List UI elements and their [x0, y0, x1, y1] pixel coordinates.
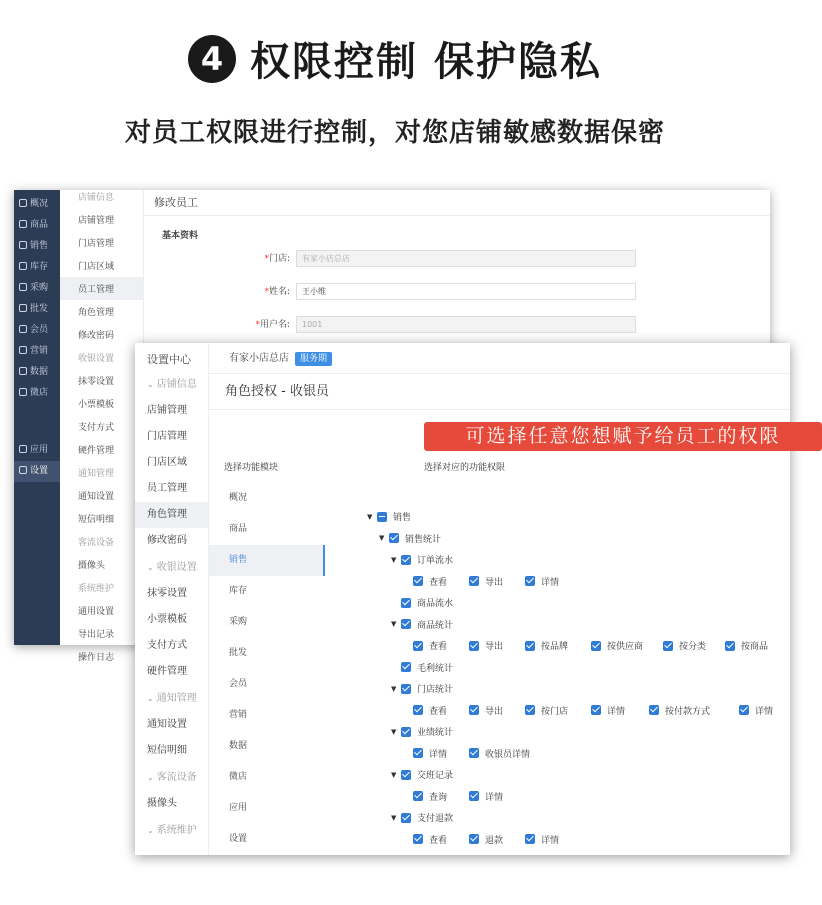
submenu-item[interactable]: 导出记录: [78, 630, 115, 640]
settings-icon: [19, 466, 27, 474]
tree-leaf[interactable]: 详情: [413, 747, 469, 760]
checkbox[interactable]: [413, 834, 423, 844]
checkbox[interactable]: [401, 684, 411, 694]
sidebar-group[interactable]: ⌄ 系统维护: [147, 825, 197, 836]
sidebar-item-overview[interactable]: 概况: [14, 194, 60, 215]
checkbox[interactable]: [389, 533, 399, 543]
submenu-item[interactable]: 摄像头: [78, 561, 106, 571]
sidebar-item[interactable]: 员工管理: [147, 483, 187, 494]
data-icon: [19, 367, 27, 375]
submenu-group: 客流设备: [78, 538, 115, 548]
module-item[interactable]: 营销: [229, 710, 248, 720]
tree-leaves: [367, 786, 790, 808]
overview-icon: [19, 199, 27, 207]
permission-header: 选择对应的功能权限: [424, 463, 506, 473]
checkbox[interactable]: [469, 791, 479, 801]
wholesale-icon: [19, 304, 27, 312]
caret-down-icon[interactable]: ▼: [391, 813, 397, 822]
sidebar-item-purchase[interactable]: 采购: [14, 278, 60, 299]
caret-down-icon[interactable]: ▼: [379, 534, 385, 543]
checkbox[interactable]: [469, 834, 479, 844]
sidebar-item[interactable]: 摄像头: [147, 798, 177, 809]
name-field-row: *姓名: 王小维: [244, 283, 636, 300]
module-item[interactable]: 应用: [229, 803, 248, 813]
main-sidebar: [14, 190, 60, 645]
tree-leaves: [367, 700, 790, 722]
sidebar-item[interactable]: 支付方式: [147, 640, 187, 651]
tree-leaf[interactable]: 按供应商: [591, 639, 663, 652]
role-authorization-window: [135, 343, 790, 855]
submenu-item[interactable]: 角色管理: [78, 308, 115, 318]
checkbox[interactable]: [413, 705, 423, 715]
sidebar-group[interactable]: ⌄ 收银设置: [147, 562, 197, 573]
checkbox[interactable]: [401, 555, 411, 565]
sidebar-item-wholesale[interactable]: 批发: [14, 299, 60, 320]
tree-leaf[interactable]: 导出: [469, 639, 525, 652]
sidebar-item[interactable]: 店铺管理: [147, 405, 187, 416]
submenu-item[interactable]: 门店管理: [78, 239, 115, 249]
chevron-down-icon: ⌄: [147, 563, 154, 572]
sidebar-item[interactable]: 门店管理: [147, 431, 187, 442]
module-item[interactable]: 设置: [229, 834, 248, 844]
sales-icon: [19, 241, 27, 249]
tree-node-sales: ▼ 销售: [367, 512, 412, 524]
stock-icon: [19, 262, 27, 270]
submenu-item[interactable]: 硬件管理: [78, 446, 115, 456]
page-title: 修改员工: [144, 190, 770, 216]
purchase-icon: [19, 283, 27, 291]
submenu-item[interactable]: 短信明细: [78, 515, 115, 525]
module-item[interactable]: 数据: [229, 741, 248, 751]
settings-center-sidebar: [135, 343, 209, 855]
sidebar-item-goods[interactable]: 商品: [14, 215, 60, 236]
module-list: [209, 483, 325, 855]
submenu-group: 通知管理: [78, 469, 115, 479]
submenu-item-staff[interactable]: 员工管理: [60, 277, 143, 300]
chevron-down-icon: ⌄: [147, 773, 154, 782]
store-field[interactable]: 有家小店总店: [296, 250, 636, 267]
member-icon: [19, 325, 27, 333]
sidebar-item-microstore[interactable]: 微店: [14, 383, 60, 404]
store-name: 有家小店总店: [229, 353, 289, 364]
checkbox[interactable]: [525, 834, 535, 844]
headline-title: 权限控制 保护隐私: [250, 39, 602, 85]
tree-leaf[interactable]: 详情: [525, 575, 559, 588]
checkbox[interactable]: [401, 727, 411, 737]
checkbox[interactable]: [413, 748, 423, 758]
tree-node-profit: 毛利统计: [367, 657, 790, 679]
checkbox[interactable]: [401, 619, 411, 629]
tree-leaf[interactable]: 详情: [525, 833, 559, 846]
caret-down-icon[interactable]: ▼: [391, 727, 397, 736]
sidebar-item-sales[interactable]: 销售: [14, 236, 60, 257]
tree-leaf[interactable]: 查看: [413, 704, 469, 717]
store-field-row: *门店: 有家小店总店: [244, 250, 636, 267]
caret-down-icon[interactable]: ▼: [391, 770, 397, 779]
submenu-group: 系统维护: [78, 584, 115, 594]
submenu-item[interactable]: 修改密码: [78, 331, 115, 341]
submenu-group: 收银设置: [78, 354, 115, 364]
tree-leaf[interactable]: 按商品: [725, 639, 768, 652]
tree-leaf[interactable]: 详情: [591, 704, 649, 717]
chevron-down-icon: ⌄: [147, 694, 154, 703]
sidebar-title: 设置中心: [147, 353, 191, 366]
tree-leaf[interactable]: 查看: [413, 575, 469, 588]
submenu-item[interactable]: 店铺管理: [78, 216, 115, 226]
module-item[interactable]: 会员: [229, 679, 248, 689]
checkbox[interactable]: [401, 770, 411, 780]
module-item[interactable]: 库存: [229, 586, 248, 596]
tree-leaves: [367, 635, 790, 657]
submenu-item[interactable]: 通用设置: [78, 607, 115, 617]
module-item[interactable]: 批发: [229, 648, 248, 658]
sidebar-group[interactable]: ⌄ 店铺信息: [147, 379, 197, 390]
settings-submenu: [60, 190, 144, 663]
chevron-down-icon: ⌄: [147, 380, 154, 389]
tree-node-store-stats: ▼ 门店统计: [391, 684, 454, 696]
checkbox[interactable]: [525, 641, 535, 651]
checkbox[interactable]: [469, 576, 479, 586]
caret-down-icon[interactable]: ▼: [391, 620, 397, 629]
microstore-icon: [19, 388, 27, 396]
checkbox[interactable]: [469, 748, 479, 758]
sidebar-item[interactable]: 短信明细: [147, 745, 187, 756]
checkbox[interactable]: [663, 641, 673, 651]
sidebar-item[interactable]: 抹零设置: [147, 588, 187, 599]
sidebar-item[interactable]: 小票模板: [147, 614, 187, 625]
tree-node-goods-stats: ▼ 商品统计: [391, 620, 454, 631]
caret-down-icon[interactable]: ▼: [367, 512, 373, 521]
sidebar-item-member[interactable]: 会员: [14, 320, 60, 341]
tree-node-shift: ▼ 交班记录: [391, 770, 454, 782]
submenu-item[interactable]: 抹零设置: [78, 377, 115, 387]
checkbox[interactable]: [525, 705, 535, 715]
tree-node-order-flow: ▼ 订单流水: [391, 555, 454, 567]
tree-leaf[interactable]: 按门店: [525, 704, 591, 717]
tree-leaf[interactable]: 按付款方式: [649, 704, 739, 717]
username-field[interactable]: 1001: [296, 316, 636, 333]
role-authorization-main: [209, 343, 790, 855]
checkbox[interactable]: [649, 705, 659, 715]
top-bar: [209, 343, 790, 374]
sidebar-item[interactable]: 修改密码: [147, 535, 187, 546]
submenu-item[interactable]: 通知设置: [78, 492, 115, 502]
username-field-row: *用户名: 1001: [244, 316, 636, 333]
checkbox[interactable]: [413, 791, 423, 801]
permission-tree: [367, 506, 790, 850]
sidebar-item-role[interactable]: 角色管理: [135, 502, 208, 528]
checkbox[interactable]: [725, 641, 735, 651]
tree-leaf[interactable]: 查询: [413, 790, 469, 803]
goods-icon: [19, 220, 27, 228]
tree-leaf[interactable]: 详情: [469, 790, 503, 803]
module-item[interactable]: 概况: [229, 493, 248, 503]
page-title: 角色授权 - 收银员: [209, 374, 790, 410]
checkbox[interactable]: [401, 813, 411, 823]
checkbox[interactable]: [739, 705, 749, 715]
required-mark: *: [264, 287, 269, 297]
submenu-item[interactable]: 小票模板: [78, 400, 115, 410]
checkbox[interactable]: [401, 598, 411, 608]
sidebar-item[interactable]: 通知设置: [147, 719, 187, 730]
checkbox[interactable]: [469, 641, 479, 651]
checkbox[interactable]: [591, 705, 601, 715]
tree-leaves: [367, 571, 790, 593]
sidebar-item-stock[interactable]: 库存: [14, 257, 60, 278]
sidebar-group[interactable]: ⌄ 客流设备: [147, 772, 197, 783]
promo-banner: 可选择任意您想赋予给员工的权限: [424, 422, 822, 451]
tree-leaf[interactable]: 详情: [739, 704, 773, 717]
submenu-item[interactable]: 支付方式: [78, 423, 115, 433]
checkbox[interactable]: [377, 512, 387, 522]
step-number-badge: 4: [188, 35, 236, 83]
submenu-item[interactable]: 门店区域: [78, 262, 115, 272]
tree-leaf[interactable]: 按分类: [663, 639, 725, 652]
sidebar-item[interactable]: 硬件管理: [147, 666, 187, 677]
checkbox[interactable]: [413, 576, 423, 586]
headline: [0, 30, 790, 87]
marketing-icon: [19, 346, 27, 354]
checkbox[interactable]: [401, 662, 411, 672]
name-field[interactable]: 王小维: [296, 283, 636, 300]
sidebar-group[interactable]: ⌄ 通知管理: [147, 693, 197, 704]
tree-node-refund: ▼ 支付退款: [391, 813, 454, 825]
tree-leaf[interactable]: 导出: [469, 575, 525, 588]
tree-leaf[interactable]: 收银员详情: [469, 747, 530, 760]
chevron-down-icon: ⌄: [147, 826, 154, 835]
sidebar-item-settings[interactable]: 设置: [14, 461, 60, 482]
checkbox[interactable]: [591, 641, 601, 651]
sidebar-item-data[interactable]: 数据: [14, 362, 60, 383]
tree-node-sales-stats: ▼ 销售统计: [379, 534, 442, 545]
tree-leaf[interactable]: 按品牌: [525, 639, 591, 652]
tree-leaves: [367, 743, 790, 765]
tree-leaves: [367, 829, 790, 851]
tree-leaf[interactable]: 导出: [469, 704, 525, 717]
module-header: 选择功能模块: [224, 463, 279, 473]
module-item-sales[interactable]: 销售: [209, 545, 325, 576]
sidebar-item-marketing[interactable]: 营销: [14, 341, 60, 362]
required-mark: *: [264, 254, 269, 264]
checkbox[interactable]: [469, 705, 479, 715]
caret-down-icon[interactable]: ▼: [391, 555, 397, 564]
sidebar-item[interactable]: 门店区域: [147, 457, 187, 468]
tree-leaf[interactable]: 查看: [413, 833, 469, 846]
module-item[interactable]: 微店: [229, 772, 248, 782]
app-icon: [19, 445, 27, 453]
required-mark: *: [255, 320, 260, 330]
checkbox[interactable]: [525, 576, 535, 586]
tree-leaf[interactable]: 查看: [413, 639, 469, 652]
tree-node-performance: ▼ 业绩统计: [391, 727, 454, 739]
tree-leaf[interactable]: 退款: [469, 833, 525, 846]
headline-subtitle: 对员工权限进行控制，对您店铺敏感数据保密: [124, 118, 665, 148]
submenu-group: 店铺信息: [78, 193, 115, 203]
checkbox[interactable]: [413, 641, 423, 651]
service-badge[interactable]: 服务期: [295, 352, 332, 366]
caret-down-icon[interactable]: ▼: [391, 684, 397, 693]
tree-node-goods-flow: 商品流水: [367, 592, 790, 614]
section-title: 基本资料: [162, 231, 199, 241]
sidebar-item-app[interactable]: 应用: [14, 440, 60, 461]
module-item[interactable]: 采购: [229, 617, 248, 627]
submenu-item[interactable]: 操作日志: [78, 653, 115, 663]
module-item[interactable]: 商品: [229, 524, 248, 534]
